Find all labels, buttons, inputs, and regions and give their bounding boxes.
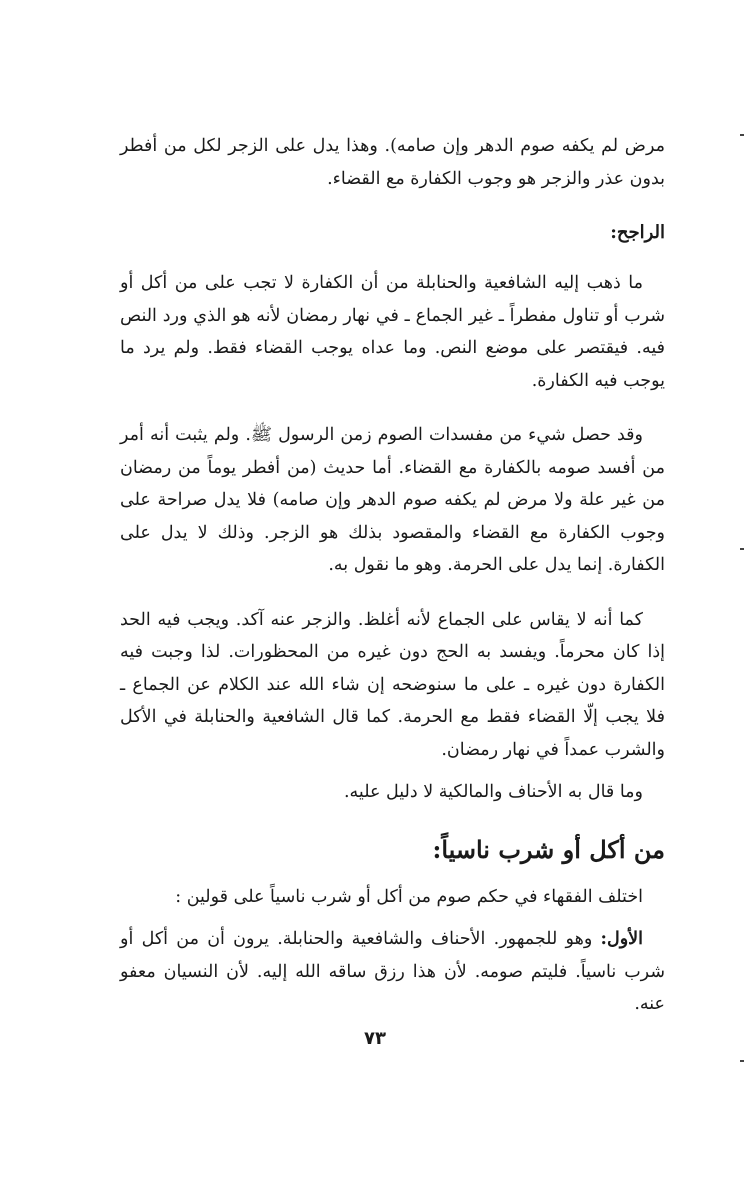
paragraph-6: اختلف الفقهاء في حكم صوم من أكل أو شرب ناسياً على قولين : <box>175 886 643 907</box>
paragraph-3: وقد حصل شيء من مفسدات الصوم زمن الرسول ﷺ. ولم يثبت أنه أمر من أفسد صومه بالكفارة مع القضاء. أما حديث (من أفطر يوماً من رمضان من غير علة ولا مرض لم يكفه صوم الدهر وإن صامه) فلا يدل صراحة على وجوب الكفارة مع القضاء والمقصود بذلك هو الزجر. وذلك لا يدل على الكفارة. إنما يدل على الحرمة. وهو ما نقول به. <box>120 425 665 575</box>
paragraph-2: ما ذهب إليه الشافعية والحنابلة من أن الكفارة لا تجب على من أكل أو شرب أو تناول مفطراً ـ غير الجماع ـ في نهار رمضان لأنه هو الذي ورد النص فيه. فيقتصر على موضع النص. وما عداه يوجب القضاء فقط. ولم يرد ما يوجب فيه الكفارة. <box>120 273 665 391</box>
paragraph-7-body: وهو للجمهور. الأحناف والشافعية والحنابلة. يرون أن من أكل أو شرب ناسياً. فليتم صومه. لأن هذا رزق ساقه الله إليه. لأن النسيان معفو عنه. <box>120 929 665 1014</box>
rajih-heading: الراجح: <box>610 222 665 243</box>
paragraph-4: كما أنه لا يقاس على الجماع لأنه أغلظ. والزجر عنه آكد. ويجب فيه الحد إذا كان محرماً. ويفسد به الحج دون غيره من المحظورات. لذا وجبت فيه الكفارة دون غيره ـ على ما سنوضحه إن شاء الله عند الكلام عن الجماع ـ فلا يجب إلّا القضاء فقط مع الحرمة. كما قال الشافعية والحنابلة في الأكل والشرب عمداً في نهار رمضان. <box>120 609 665 760</box>
section-heading: من أكل أو شرب ناسياً: <box>432 834 665 864</box>
paragraph-5: وما قال به الأحناف والمالكية لا دليل عليه. <box>343 782 643 802</box>
paragraph-1: مرض لم يكفه صوم الدهر وإن صامه). وهذا يدل على الزجر لكل من أفطر بدون عذر والزجر هو وجوب الكفارة مع القضاء. <box>120 136 665 189</box>
margin-mark-top <box>740 134 744 136</box>
paragraph-7-lead: الأول: <box>600 929 643 949</box>
page-number: ٧٣ <box>364 1028 386 1049</box>
page-body <box>120 130 665 1043</box>
margin-mark-bottom <box>740 1060 744 1062</box>
paragraph-7 <box>120 923 665 1021</box>
margin-mark-middle <box>740 548 744 550</box>
